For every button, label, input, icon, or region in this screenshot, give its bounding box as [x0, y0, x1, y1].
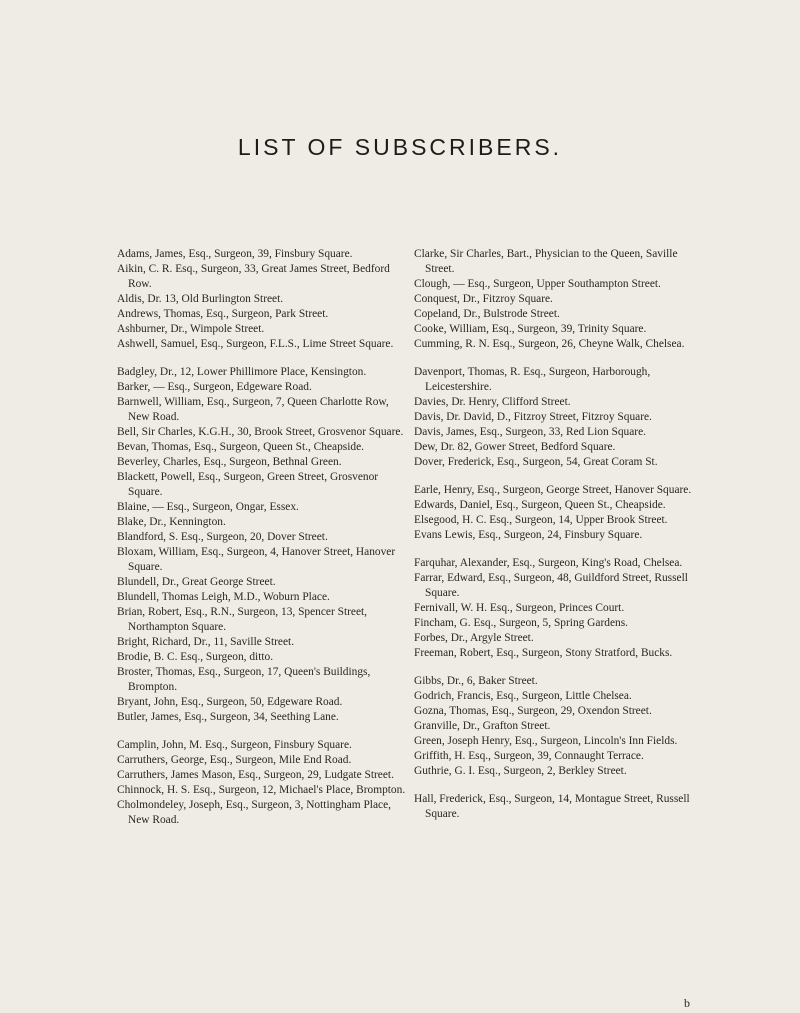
subscriber-entry: Clarke, Sir Charles, Bart., Physician to the Queen, Saville Street. [414, 248, 678, 275]
subscriber-entry: Farquhar, Alexander, Esq., Surgeon, King's Road, Chelsea. [414, 557, 683, 569]
right-column [414, 247, 704, 835]
subscriber-group [117, 738, 407, 828]
subscriber-entry: Brian, Robert, Esq., R.N., Surgeon, 13, Spencer Street, Northampton Square. [117, 606, 368, 633]
subscriber-entry: Dover, Frederick, Esq., Surgeon, 54, Great Coram St. [414, 456, 658, 468]
subscriber-entry: Fernivall, W. H. Esq., Surgeon, Princes Court. [414, 602, 625, 614]
subscriber-group [117, 247, 407, 352]
subscriber-entry: Davies, Dr. Henry, Clifford Street. [414, 396, 571, 408]
subscriber-group [414, 674, 704, 779]
subscriber-entry: Broster, Thomas, Esq., Surgeon, 17, Queen's Buildings, Brompton. [117, 666, 371, 693]
subscriber-entry: Blake, Dr., Kennington. [117, 516, 226, 528]
signature-mark: b [684, 996, 690, 1010]
subscriber-entry: Gibbs, Dr., 6, Baker Street. [414, 675, 538, 687]
subscriber-entry: Bevan, Thomas, Esq., Surgeon, Queen St., Cheapside. [117, 441, 364, 453]
subscriber-entry: Brodie, B. C. Esq., Surgeon, ditto. [117, 651, 274, 663]
subscriber-entry: Granville, Dr., Grafton Street. [414, 720, 551, 732]
subscriber-entry: Andrews, Thomas, Esq., Surgeon, Park Street. [117, 308, 329, 320]
subscriber-entry: Barker, — Esq., Surgeon, Edgeware Road. [117, 381, 312, 393]
subscriber-group [414, 792, 704, 822]
subscriber-entry: Carruthers, George, Esq., Surgeon, Mile End Road. [117, 754, 352, 766]
subscriber-entry: Elsegood, H. C. Esq., Surgeon, 14, Upper Brook Street. [414, 514, 668, 526]
subscriber-entry: Blundell, Dr., Great George Street. [117, 576, 276, 588]
subscriber-entry: Bright, Richard, Dr., 11, Saville Street. [117, 636, 295, 648]
subscriber-entry: Copeland, Dr., Bulstrode Street. [414, 308, 560, 320]
subscriber-entry: Aikin, C. R. Esq., Surgeon, 33, Great James Street, Bedford Row. [117, 263, 390, 290]
subscriber-entry: Evans Lewis, Esq., Surgeon, 24, Finsbury Square. [414, 529, 643, 541]
subscriber-entry: Camplin, John, M. Esq., Surgeon, Finsbury Square. [117, 739, 352, 751]
subscriber-entry: Hall, Frederick, Esq., Surgeon, 14, Montague Street, Russell Square. [414, 793, 690, 820]
subscriber-entry: Davenport, Thomas, R. Esq., Surgeon, Harborough, Leicestershire. [414, 366, 651, 393]
subscriber-entry: Blaine, — Esq., Surgeon, Ongar, Essex. [117, 501, 299, 513]
subscriber-entry: Davis, James, Esq., Surgeon, 33, Red Lion Square. [414, 426, 647, 438]
subscriber-group [414, 365, 704, 470]
subscriber-entry: Aldis, Dr. 13, Old Burlington Street. [117, 293, 284, 305]
subscriber-entry: Cumming, R. N. Esq., Surgeon, 26, Cheyne Walk, Chelsea. [414, 338, 685, 350]
subscriber-entry: Cholmondeley, Joseph, Esq., Surgeon, 3, Nottingham Place, New Road. [117, 799, 391, 826]
subscriber-entry: Guthrie, G. I. Esq., Surgeon, 2, Berkley Street. [414, 765, 627, 777]
subscriber-entry: Carruthers, James Mason, Esq., Surgeon, 29, Ludgate Street. [117, 769, 394, 781]
subscriber-entry: Blackett, Powell, Esq., Surgeon, Green Street, Grosvenor Square. [117, 471, 379, 498]
subscriber-entry: Forbes, Dr., Argyle Street. [414, 632, 534, 644]
page-title: LIST OF SUBSCRIBERS. [237, 134, 563, 160]
subscriber-entry: Bryant, John, Esq., Surgeon, 50, Edgeware Road. [117, 696, 343, 708]
subscriber-entry: Farrar, Edward, Esq., Surgeon, 48, Guildford Street, Russell Square. [414, 572, 688, 599]
subscriber-entry: Beverley, Charles, Esq., Surgeon, Bethnal Green. [117, 456, 342, 468]
subscriber-entry: Gozna, Thomas, Esq., Surgeon, 29, Oxendon Street. [414, 705, 652, 717]
subscriber-entry: Dew, Dr. 82, Gower Street, Bedford Square. [414, 441, 616, 453]
subscriber-entry: Bloxam, William, Esq., Surgeon, 4, Hanover Street, Hanover Square. [117, 546, 396, 573]
subscriber-group [414, 483, 704, 543]
subscriber-entry: Barnwell, William, Esq., Surgeon, 7, Queen Charlotte Row, New Road. [117, 396, 389, 423]
subscriber-entry: Griffith, H. Esq., Surgeon, 39, Connaught Terrace. [414, 750, 644, 762]
subscriber-group [414, 247, 704, 352]
subscriber-entry: Fincham, G. Esq., Surgeon, 5, Spring Gardens. [414, 617, 628, 629]
subscriber-entry: Earle, Henry, Esq., Surgeon, George Street, Hanover Square. [414, 484, 692, 496]
subscriber-entry: Adams, James, Esq., Surgeon, 39, Finsbury Square. [117, 248, 353, 260]
subscriber-entry: Clough, — Esq., Surgeon, Upper Southampton Street. [414, 278, 661, 290]
subscriber-entry: Godrich, Francis, Esq., Surgeon, Little Chelsea. [414, 690, 632, 702]
left-column [117, 247, 407, 841]
subscriber-entry: Blandford, S. Esq., Surgeon, 20, Dover Street. [117, 531, 328, 543]
subscriber-entry: Badgley, Dr., 12, Lower Phillimore Place, Kensington. [117, 366, 367, 378]
subscriber-entry: Butler, James, Esq., Surgeon, 34, Seething Lane. [117, 711, 339, 723]
subscriber-entry: Conquest, Dr., Fitzroy Square. [414, 293, 553, 305]
subscriber-entry: Green, Joseph Henry, Esq., Surgeon, Lincoln's Inn Fields. [414, 735, 678, 747]
subscriber-entry: Ashwell, Samuel, Esq., Surgeon, F.L.S., Lime Street Square. [117, 338, 394, 350]
subscriber-entry: Ashburner, Dr., Wimpole Street. [117, 323, 265, 335]
subscriber-group [414, 556, 704, 661]
subscriber-entry: Bell, Sir Charles, K.G.H., 30, Brook Street, Grosvenor Square. [117, 426, 404, 438]
subscriber-entry: Chinnock, H. S. Esq., Surgeon, 12, Michael's Place, Brompton. [117, 784, 406, 796]
subscriber-entry: Freeman, Robert, Esq., Surgeon, Stony Stratford, Bucks. [414, 647, 673, 659]
subscriber-entry: Edwards, Daniel, Esq., Surgeon, Queen St., Cheapside. [414, 499, 666, 511]
subscriber-entry: Davis, Dr. David, D., Fitzroy Street, Fitzroy Square. [414, 411, 652, 423]
subscriber-group [117, 365, 407, 725]
subscriber-entry: Cooke, William, Esq., Surgeon, 39, Trinity Square. [414, 323, 647, 335]
subscriber-entry: Blundell, Thomas Leigh, M.D., Woburn Place. [117, 591, 330, 603]
